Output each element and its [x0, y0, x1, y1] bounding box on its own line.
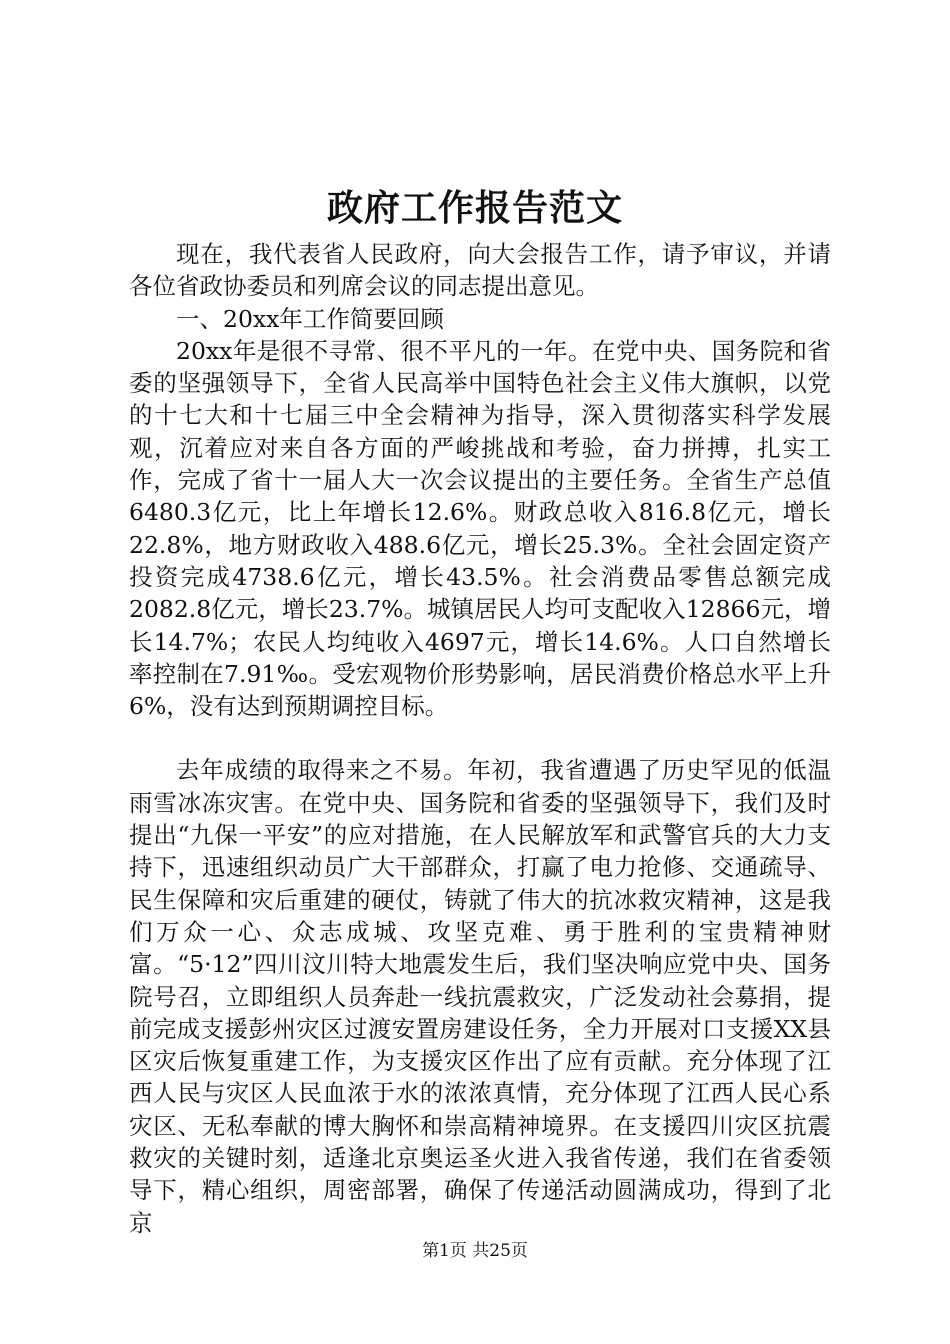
page-footer: 第1页 共25页: [422, 1241, 528, 1261]
paragraph-review: 20xx年是很不寻常、很不平凡的一年。在党中央、国务院和省委的坚强领导下，全省人民高举中国特色社会主义伟大旗帜，以党的十七大和十七届三中全会精神为指导，深入贯彻落实科学发展观，沉着应对来自各方面的严峻挑战和考验，奋力拼搏，扎实工作，完成了省十一届人大一次会议提出的主要任务。全省生产总值6480.3亿元，比上年增长12.6%。财政总收入816.8亿元，增长22.8%，地方财政收入488.6亿元，增长25.3%。全社会固定资产投资完成4738.6亿元，增长43.5%。社会消费品零售总额完成2082.8亿元，增长23.7%。城镇居民人均可支配收入12866元，增长14.7%；农民人均纯收入4697元，增长14.6%。人口自然增长率控制在7.91‰。受宏观物价形势影响，居民消费价格总水平上升6%，没有达到预期调控目标。: [129, 336, 831, 721]
paragraph-achievements: 去年成绩的取得来之不易。年初，我省遭遇了历史罕见的低温雨雪冰冻灾害。在党中央、国务院和省委的坚强领导下，我们及时提出“九保一平安”的应对措施，在人民解放军和武警官兵的大力支持下，迅速组织动员广大干部群众，打赢了电力抢修、交通疏导、民生保障和灾后重建的硬仗，铸就了伟大的抗冰救灾精神，这是我们万众一心、众志成城、攻坚克难、勇于胜利的宝贵精神财富。“5·12”四川汶川特大地震发生后，我们坚决响应党中央、国务院号召，立即组织人员奔赴一线抗震救灾，广泛发动社会募捐，提前完成支援彭州灾区过渡安置房建设任务，全力开展对口支援XX县区灾后恢复重建工作，为支援灾区作出了应有贡献。充分体现了江西人民与灾区人民血浓于水的浓浓真情，充分体现了江西人民心系灾区、无私奉献的博大胸怀和崇高精神境界。在支援四川灾区抗震救灾的关键时刻，适逢北京奥运圣火进入我省传递，我们在省委领导下，精心组织，周密部署，确保了传递活动圆满成功，得到了北京: [129, 756, 831, 1237]
document-body: [129, 238, 831, 1239]
section-heading: 一、20xx年工作简要回顾: [176, 304, 444, 333]
document-title: 政府工作报告范文: [326, 187, 623, 229]
paragraph-intro: 现在，我代表省人民政府，向大会报告工作，请予审议，并请各位省政协委员和列席会议的同志提出意见。: [129, 240, 831, 301]
